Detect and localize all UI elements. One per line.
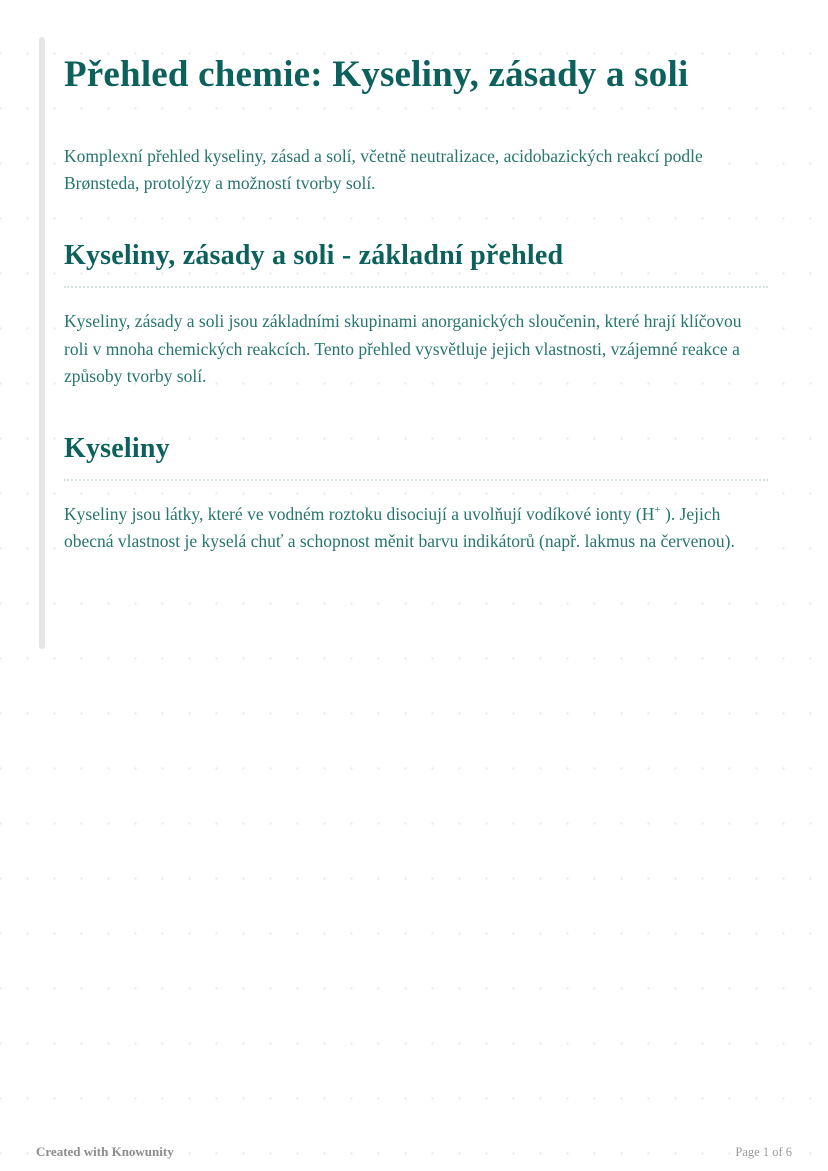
acids-text-after-sup: ). Jejich obecná vlastnost je kyselá chuť a schopnost měnit barvu indikátorů (např. lakmus na červenou). <box>64 503 735 552</box>
left-accent-bar <box>39 37 45 649</box>
section-heading-overview: Kyseliny, zásady a soli - základní přehled <box>64 240 768 288</box>
document-content <box>64 0 768 556</box>
section-body-overview: Kyseliny, zásady a soli jsou základními skupinami anorganických sloučenin, které hrají klíčovou roli v mnoha chemických reakcích. Tento přehled vysvětluje jejich vlastnosti, vzájemné reakce a způsoby tvorby solí. <box>64 310 742 387</box>
section-body-acids <box>64 501 768 556</box>
hydrogen-ion-superscript: + <box>654 503 661 516</box>
section-heading-acids: Kyseliny <box>64 433 768 481</box>
footer-page-number: Page 1 of 6 <box>735 1145 792 1159</box>
page-footer <box>36 1144 792 1160</box>
intro-paragraph: Komplexní přehled kyseliny, zásad a solí, včetně neutralizace, acidobazických reakcí podle Brønsteda, protolýzy a možností tvorby solí. <box>64 145 703 194</box>
acids-text-before-sup: Kyseliny jsou látky, které ve vodném roztoku disociují a uvolňují vodíkové ionty (H <box>64 503 655 524</box>
page-title: Přehled chemie: Kyseliny, zásady a soli <box>64 54 689 95</box>
footer-branding: Created with Knowunity <box>36 1144 174 1159</box>
